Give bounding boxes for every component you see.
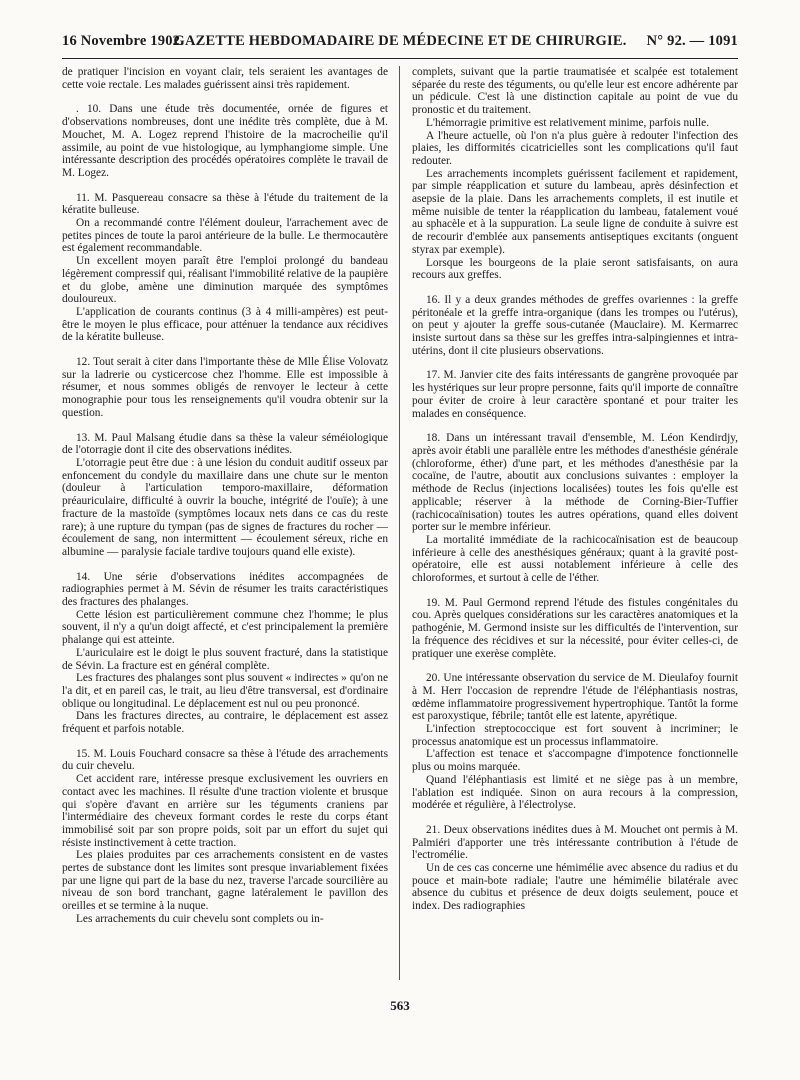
paragraph: Cet accident rare, intéresse presque exclusivement les ouvriers en contact avec les machines. Il résulte d'une traction violente et brusque qui s'opère d'avant en arrière sur les téguments craniens par l'intermédiaire des cheveux formant cordes le reste du corps étant immobilisé soit par son propre poids, soit par un effort du sujet qui résiste instinctivement à cette traction. <box>62 773 388 849</box>
paragraph: 20. Une intéressante observation du service de M. Dieulafoy fournit à M. Herr l'occasion de reprendre l'étude de l'éléphantiasis nostras, œdème inflammatoire progressivement hypertrophique. Tantôt la forme est paroxystique, fébrile; tantôt elle est latente, apyrétique. <box>412 672 738 723</box>
right-column <box>412 66 738 984</box>
paragraph: Les fractures des phalanges sont plus souvent « indirectes » qu'on ne l'a dit, et en pareil cas, le trait, au lieu d'être transversal, est d'ordinaire oblique ou longitudinal. Le déplacement est nul ou peu prononcé. <box>62 672 388 710</box>
paragraph: Un excellent moyen paraît être l'emploi prolongé du bandeau légèrement compressif qui, réalisant l'immobilité relative de la paupière et du globe, amène une diminution marquée des symptômes douloureux. <box>62 255 388 306</box>
paragraph: 18. Dans un intéressant travail d'ensemble, M. Léon Kendirdjy, après avoir établi une parallèle entre les méthodes d'anesthésie générale (chloroforme, éther) d'une part, et les méthodes d'anesthésie par la cocaïne, de l'autre, aboutit aux conclusions suivantes : employer la méthode de Reclus (injections localisées) toutes les fois qu'elle est applicable; réserver à la méthode de Corning-Bier-Tuffier (rachicocaïnisation) toutes les autres opérations, quand elles doivent porter sur le membre inférieur. <box>412 432 738 534</box>
paragraph: 14. Une série d'observations inédites accompagnées de radiographies permet à M. Sévin de résumer les traits caractéristiques des fractures des phalanges. <box>62 570 388 609</box>
paragraph: Quand l'éléphantiasis est limité et ne siège pas à un membre, l'ablation est indiquée. Sinon on aura recours à la compression, modérée et régulière, à l'électrolyse. <box>412 773 738 812</box>
paragraph: 13. M. Paul Malsang étudie dans sa thèse la valeur séméiologique de l'otorragie dont il cite des observations inédites. <box>62 431 388 457</box>
running-header <box>62 33 738 53</box>
paragraph: 16. Il y a deux grandes méthodes de greffes ovariennes : la greffe péritonéale et la greffe intra-organique (dans les trompes ou l'utérus), on peut y ajouter la greffe sous-cutanée (Mauclaire). M. Kermarrec insiste surtout dans sa thèse sur les greffes intra-salpingiennes et intra-utérins, dont il cite plusieurs observations. <box>412 293 738 357</box>
paragraph: Lorsque les bourgeons de la plaie seront satisfaisants, on aura recours aux greffes. <box>412 256 738 282</box>
header-rule <box>62 58 738 59</box>
page-number: 563 <box>390 998 410 1013</box>
paragraph: Les plaies produites par ces arrachements consistent en de vastes pertes de substance dont les limites sont presque invariablement fixées par une ligne qui part de la base du nez, traverse l'arcade sourcilière au niveau de son bord tranchant, gagne latéralement le pavillon des oreilles et se termine à la nuque. <box>62 849 388 913</box>
paragraph: Cette lésion est particulièrement commune chez l'homme; le plus souvent, il n'y a qu'un doigt affecté, et c'est principalement la première phalange qui est atteinte. <box>62 608 388 647</box>
paragraph: 17. M. Janvier cite des faits intéressants de gangrène provoquée par les hystériques sur leur propre personne, faits qu'il importe de connaître pour éviter de croire à leur caractère spontané et pour traiter les malades en conséquence. <box>412 369 738 420</box>
paragraph: 12. Tout serait à citer dans l'importante thèse de Mlle Élise Volovatz sur la ladrerie ou cysticercose chez l'homme. Elle est impossible à résumer, et nous sommes obligés de renvoyer le lecteur à cette monographie pour tous les renseignements qu'il voudra obtenir sur la question. <box>62 356 388 419</box>
paragraph: 21. Deux observations inédites dues à M. Mouchet ont permis à M. Palmiéri d'apporter une très intéressante contribution à l'étude de l'ectromélie. <box>412 823 738 862</box>
paragraph: L'affection est tenace et s'accompagne d'impotence fonctionnelle plus ou moins marquée. <box>412 748 738 774</box>
column-divider <box>399 66 400 980</box>
paragraph: 19. M. Paul Germond reprend l'étude des fistules congénitales du cou. Après quelques considérations sur les caractères anatomiques et la pathogénie, M. Germond insiste sur les difficultés de l'intervention, sur la fréquence des récidives et sur la nécessité, pour éviter celles-ci, de pratiquer une exerèse complète. <box>412 596 738 660</box>
header-date: 16 Novembre 1902. <box>62 33 184 49</box>
header-issue-number: N° 92. — 1091 <box>646 33 738 49</box>
paragraph: Les arrachements incomplets guérissent facilement et rapidement, par simple réapplication et suture du lambeau, après désinfection et asepsie de la plaie. Dans les arrachements complets, il est inutile et même nuisible de tenter la réapplication du lambeau, fatalement voué au sphacèle et à la suppuration. La seule ligne de conduite à suivre est de recourir d'emblée aux pansements antiseptiques excitants (onguent styrax par exemple). <box>412 167 738 256</box>
paragraph: A l'heure actuelle, où l'on n'a plus guère à redouter l'infection des plaies, les difformités cicatricielles sont les complications qu'il faut redouter. <box>412 129 738 167</box>
paragraph: Un de ces cas concerne une hémimélie avec absence du radius et du pouce et main-bote radiale; l'autre une hémimélie bilatérale avec absence du cubitus et présence de deux doigts seulement, pouce et index. Des radiographies <box>412 862 738 913</box>
header-journal-title: GAZETTE HEBDOMADAIRE DE MÉDECINE ET DE CHIRURGIE. <box>173 33 627 49</box>
paragraph: La mortalité immédiate de la rachicocaïnisation est de beaucoup inférieure à celle des anesthésiques généraux; quant à la gravité post-opératoire, elle est aussi notablement inférieure à celle des chloroformes, et surtout à celle de l'éther. <box>412 533 738 585</box>
paragraph: . 10. Dans une étude très documentée, ornée de figures et d'observations nombreuses, dont une inédite très complète, due à M. Mouchet, M. A. Logez reprend l'histoire de la macrocheilie qu'il assimile, au point de vue histologique, au lymphangiome simple. Une intéressante description des procédés opératoires complète le travail de M. Logez. <box>62 103 388 179</box>
paragraph: 15. M. Louis Fouchard consacre sa thèse à l'étude des arrachements du cuir chevelu. <box>62 747 388 773</box>
paragraph: complets, suivant que la partie traumatisée et scalpée est totalement séparée du reste des téguments, ou qu'elle leur est encore adhérente par un pédicule. C'est là une distinction capitale au point de vue du pronostic et du traitement. <box>412 66 738 117</box>
paragraph: Dans les fractures directes, au contraire, le déplacement est assez fréquent et parfois notable. <box>62 710 388 736</box>
paragraph: L'infection streptococcique est fort souvent à incriminer; le processus anatomique est un processus inflammatoire. <box>412 723 738 748</box>
paragraph: 11. M. Pasquereau consacre sa thèse à l'étude du traitement de la kératite bulleuse. <box>62 191 388 217</box>
paragraph: L'hémorragie primitive est relativement minime, parfois nulle. <box>426 116 710 129</box>
paragraph: L'otorragie peut être due : à une lésion du conduit auditif osseux par enfoncement du condyle du maxillaire dans une chute sur le menton (douleur à l'articulation temporo-maxillaire, déformation préauriculaire, difficulté à ouvrir la bouche, intégrité de l'ouïe); à une fracture de la mastoïde (symptômes locaux nets dans ce cas du reste rare); à une rupture du tympan (pas de signes de fractures du rocher — écoulement de sang, non intermittent — écoulement séreux, riche en albumine — paralysie faciale tardive toujours quand elle existe). <box>62 456 388 558</box>
paragraph: Les arrachements du cuir chevelu sont complets ou in- <box>76 912 324 925</box>
paragraph: L'auriculaire est le doigt le plus souvent fracturé, dans la statistique de Sévin. La fracture est en général complète. <box>62 646 388 672</box>
left-column <box>62 66 388 984</box>
paragraph: On a recommandé contre l'élément douleur, l'arrachement avec de petites pinces de toute la paroi antérieure de la bulle. Le thermocautère est également recommandable. <box>62 217 388 255</box>
paragraph: de pratiquer l'incision en voyant clair, tels seraient les avantages de cette voie rectale. Les malades guérissent ainsi très rapidement. <box>62 66 388 91</box>
paragraph: L'application de courants continus (3 à 4 milli-ampères) est peut-être le moyen le plus efficace, pour atténuer la tendance aux récidives de la kératite bulleuse. <box>62 305 388 344</box>
